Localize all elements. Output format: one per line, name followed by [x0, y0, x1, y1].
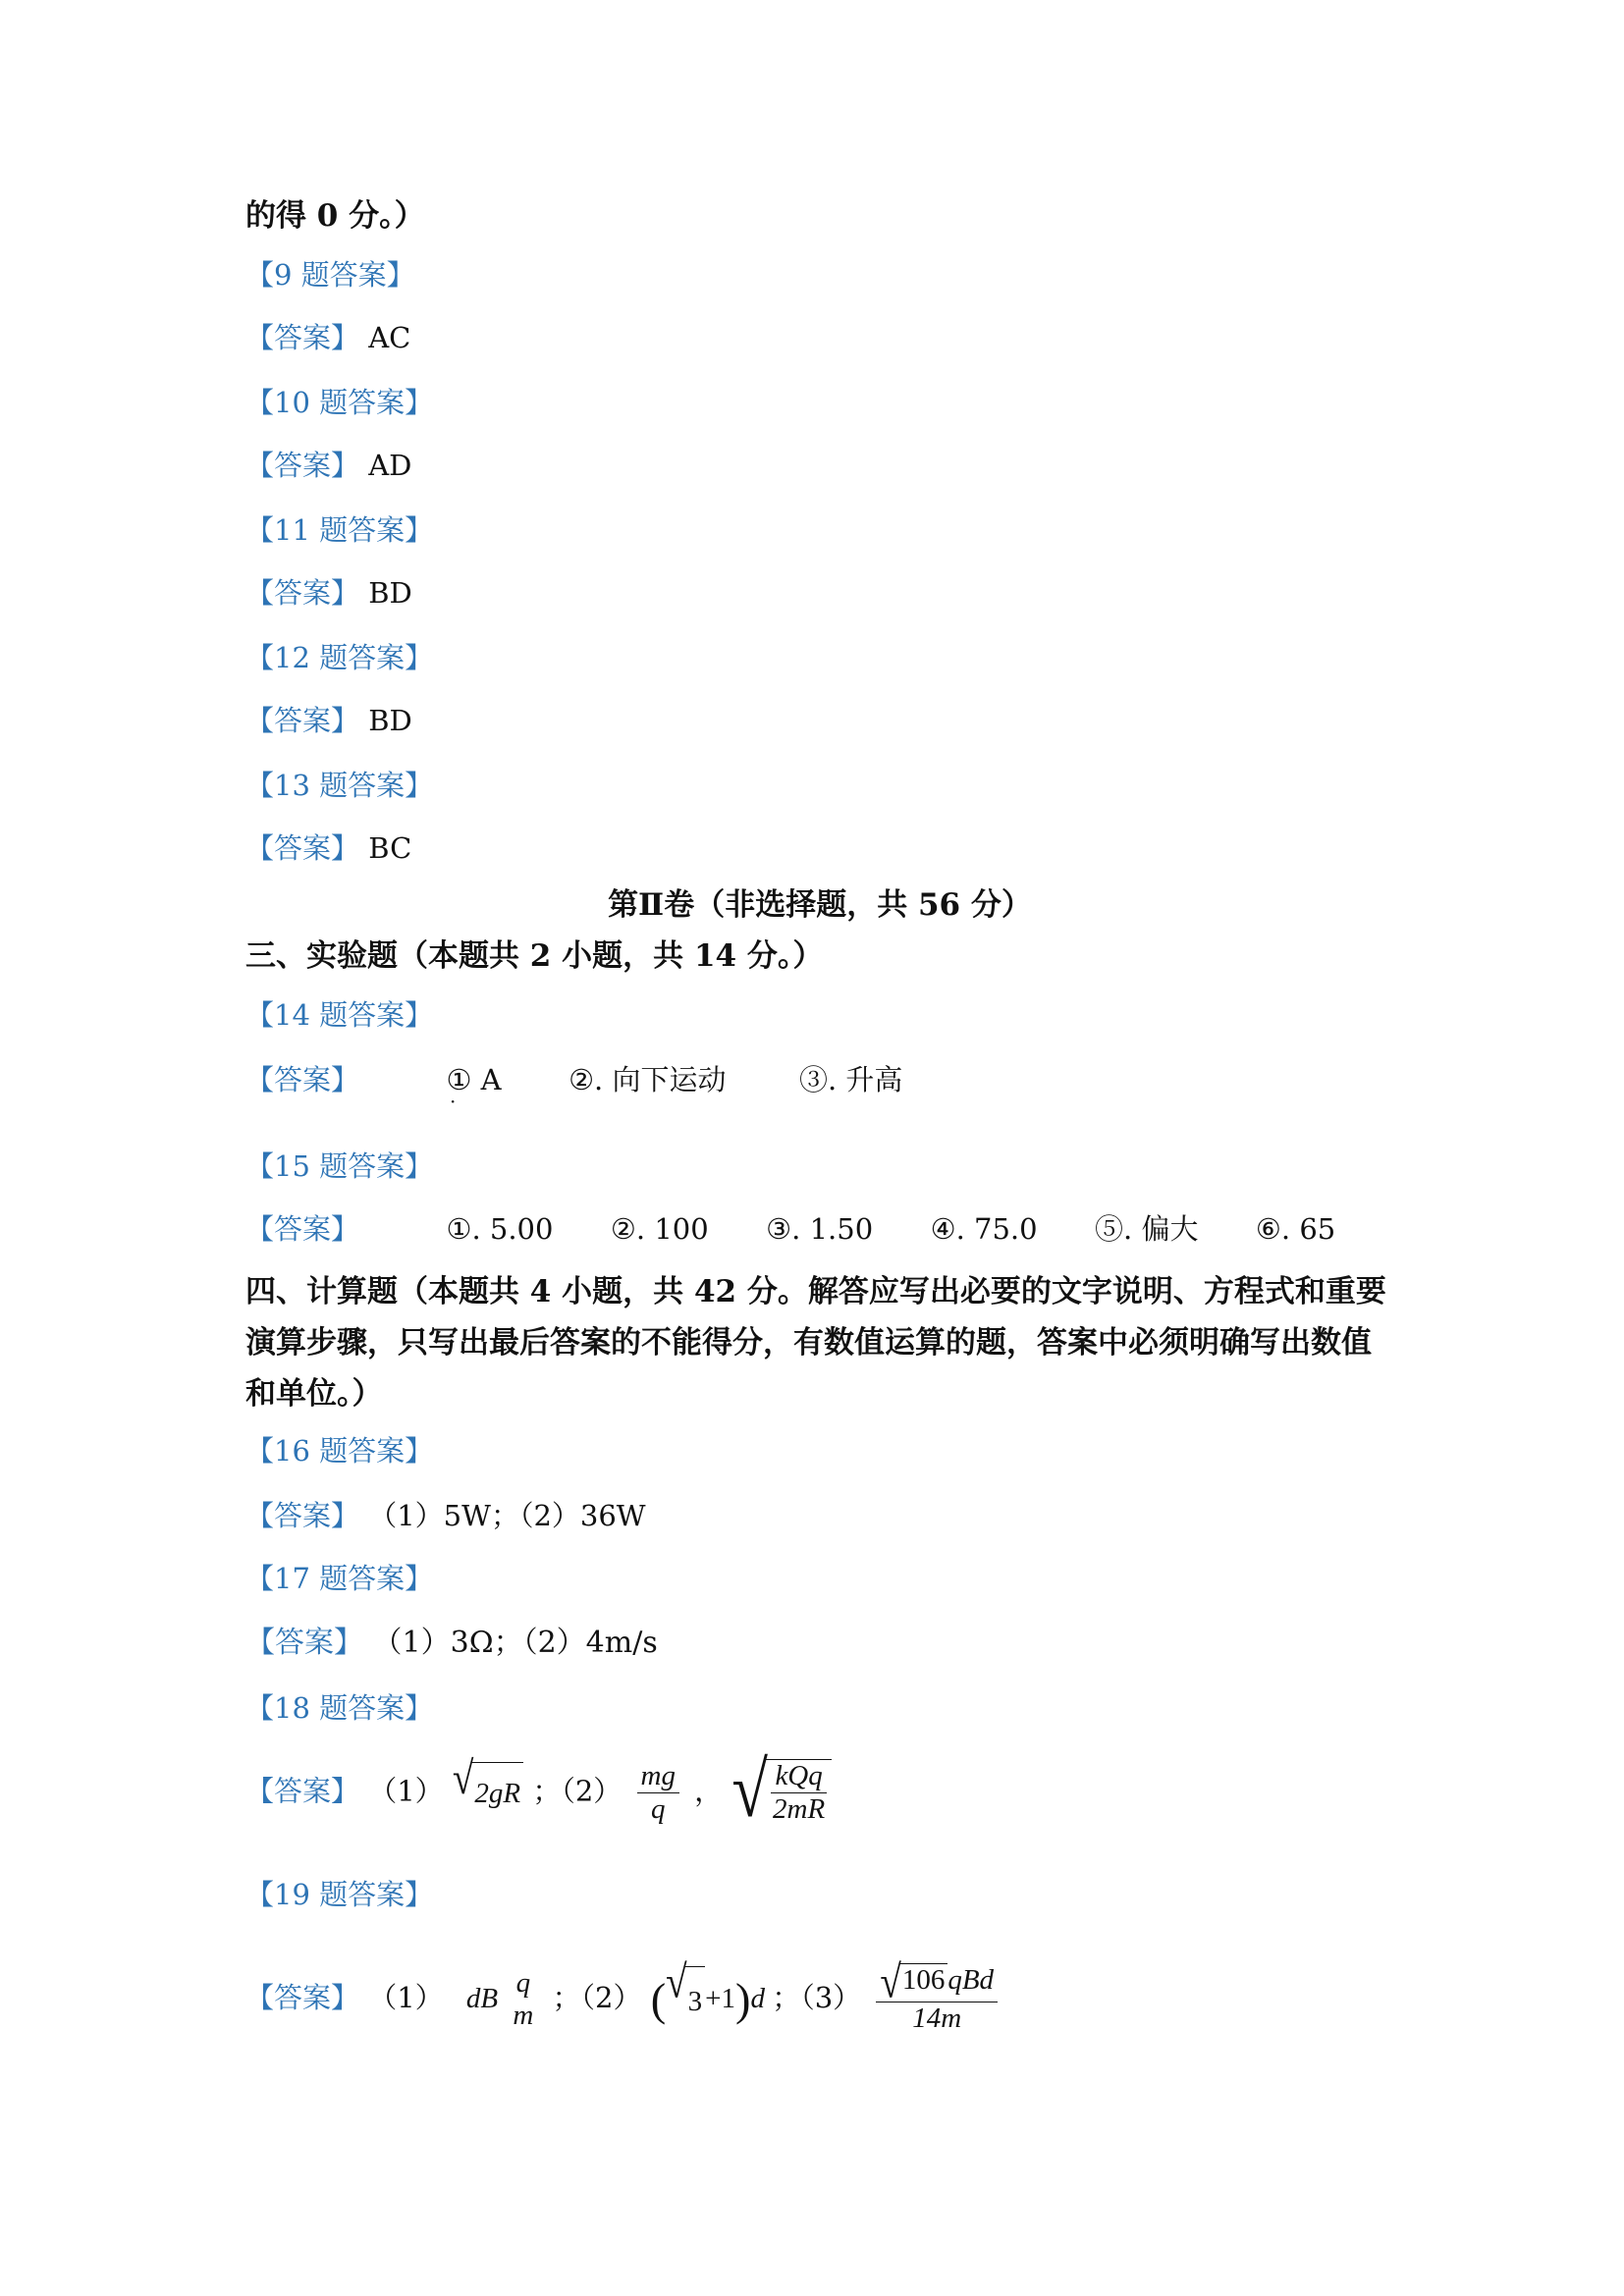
q14-answer-3: ③. 升高 — [798, 1063, 903, 1096]
answer-tag: 【答案】 — [245, 576, 360, 610]
q14-answer-2: ②. 向下运动 — [568, 1063, 727, 1096]
q19-part-1-label: （1） — [368, 1981, 444, 2014]
fraction-sqrt106qBd-over-14m: √ 106 qBd 14m — [876, 1963, 998, 2036]
section-4-heading: 四、计算题（本题共 4 小题，共 42 分。解答应写出必要的文字说明、方程式和重要演算步骤，只写出最后答案的不能得分，有数值运算的题，答案中必须明确写出数值和单位。） — [245, 1274, 1386, 1412]
answer-tag: 【答案】 — [245, 1212, 360, 1246]
answer-tag: 【答案】 — [245, 704, 360, 737]
q15-answer-5: ⑤. 偏大 — [1095, 1212, 1199, 1246]
q18-answer-row — [245, 1747, 832, 1834]
q17-answer-row — [245, 1624, 658, 1663]
section-3-heading: 三、实验题（本题共 2 小题，共 14 分。） — [245, 938, 824, 974]
expression-sqrt3-plus-1-d: ( √ 3 +1)d — [651, 1983, 773, 2014]
q17-title: 【17 题答案】 — [245, 1562, 434, 1595]
q16-answer: （1）5W；（2）36W — [368, 1499, 646, 1532]
answer-tag: 【答案】 — [245, 449, 360, 482]
q15-answer-3: ③. 1.50 — [766, 1212, 874, 1246]
q18-separator: ；（2） — [532, 1774, 623, 1808]
answer-tag: 【答案】 — [245, 1499, 360, 1532]
answer-tag: 【答案】 — [245, 321, 360, 354]
q11-title: 【11 题答案】 — [245, 513, 434, 547]
q12-answer-row — [245, 701, 412, 740]
fraction-q-over-m: q m — [513, 1966, 534, 2031]
q15-answer-2: ②. 100 — [610, 1212, 709, 1246]
q16-answer-row — [245, 1496, 646, 1535]
q14-title: 【14 题答案】 — [245, 998, 434, 1032]
q15-answer-4: ④. 75.0 — [930, 1212, 1038, 1246]
fraction-mg-over-q: $\frac{mg}{q}$ — [637, 1760, 679, 1827]
q10-title: 【10 题答案】 — [245, 386, 434, 419]
answer-tag: 【答案】 — [245, 1981, 360, 2014]
answer-tag: 【答案】 — [245, 831, 360, 865]
volume-2-heading: 第Ⅱ卷（非选择题，共 56 分） — [608, 887, 1032, 923]
q15-answer-6: ⑥. 65 — [1255, 1212, 1336, 1246]
q14-answer-1: ① A — [446, 1063, 502, 1096]
q15-answer-1: ①. 5.00 — [446, 1212, 554, 1246]
intro-text: 的得 0 分。） — [245, 198, 425, 234]
q19-title: 【19 题答案】 — [245, 1878, 434, 1911]
q19-answer-row — [245, 1956, 1003, 2036]
q19-dB: dB — [465, 1983, 499, 2014]
q15-answer-row — [245, 1209, 1335, 1249]
small-dot-mark: · — [450, 1090, 457, 1113]
q19-part-2-label: ；（2） — [552, 1981, 642, 2014]
q9-title: 【9 题答案】 — [245, 258, 415, 292]
answer-tag: 【答案】 — [245, 1774, 360, 1808]
q17-answer: （1）3Ω；（2）4m/s — [372, 1626, 658, 1660]
q12-title: 【12 题答案】 — [245, 641, 434, 674]
q15-title: 【15 题答案】 — [245, 1149, 434, 1183]
q9-answer-row — [245, 318, 410, 357]
q12-answer: BD — [368, 704, 412, 737]
q18-comma: ， — [694, 1774, 724, 1808]
answer-tag: 【答案】 — [245, 1063, 360, 1096]
q16-title: 【16 题答案】 — [245, 1434, 434, 1468]
q13-answer-row — [245, 828, 411, 868]
sqrt-2gR: √ 2gR — [453, 1762, 523, 1824]
q11-answer-row — [245, 573, 412, 613]
q10-answer-row — [245, 446, 411, 485]
q19-part-3-label: ；（3） — [772, 1981, 862, 2014]
q9-answer: AC — [368, 321, 411, 354]
answer-tag: 【答案】 — [245, 1626, 363, 1660]
q18-title: 【18 题答案】 — [245, 1691, 434, 1725]
q10-answer: AD — [368, 449, 412, 482]
q18-part-1-label: （1） — [368, 1774, 444, 1808]
q13-answer: BC — [368, 831, 412, 865]
q14-answer-row — [245, 1060, 902, 1099]
q11-answer: BD — [368, 576, 412, 610]
sqrt-kQq-over-2mR: √ $\frac{\text{kQq}}{2mR}$ — [731, 1759, 832, 1827]
q13-title: 【13 题答案】 — [245, 769, 434, 802]
